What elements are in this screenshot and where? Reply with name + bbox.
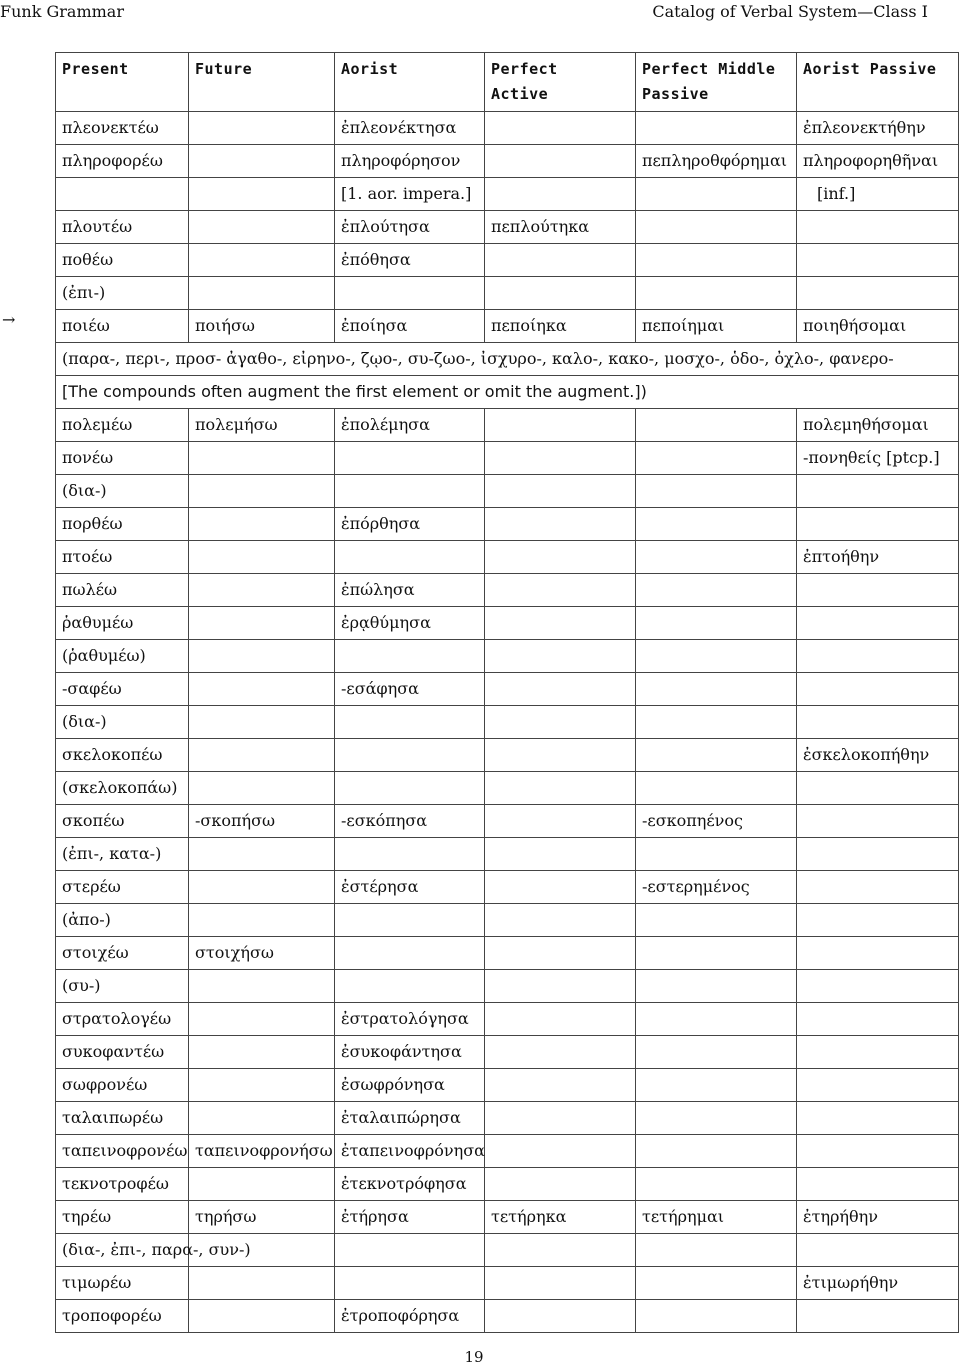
cell-aorist-passive bbox=[797, 937, 959, 970]
cell-aorist bbox=[335, 772, 485, 805]
column-header-aorist-passive bbox=[797, 53, 959, 112]
cell-perfect-active bbox=[485, 541, 636, 574]
cell-present: στρατολογέω bbox=[56, 1003, 189, 1036]
cell-present: πωλέω bbox=[56, 574, 189, 607]
table-row bbox=[56, 112, 959, 145]
table-row bbox=[56, 244, 959, 277]
cell-perfect-middle-passive bbox=[636, 706, 797, 739]
cell-aorist bbox=[335, 640, 485, 673]
cell-perfect-active bbox=[485, 1036, 636, 1069]
cell-future bbox=[189, 1069, 335, 1102]
cell-aorist: ἐπολέμησα bbox=[335, 409, 485, 442]
cell-present bbox=[56, 178, 189, 211]
cell-perfect-active bbox=[485, 805, 636, 838]
cell-present: σκοπέω bbox=[56, 805, 189, 838]
cell-perfect-active bbox=[485, 574, 636, 607]
cell-perfect-active bbox=[485, 409, 636, 442]
cell-future: ταπεινοφρονήσω bbox=[189, 1135, 335, 1168]
cell-aorist bbox=[335, 277, 485, 310]
cell-present: -σαφέω bbox=[56, 673, 189, 706]
cell-perfect-active bbox=[485, 904, 636, 937]
table-row bbox=[56, 178, 959, 211]
table-row bbox=[56, 541, 959, 574]
cell-future bbox=[189, 541, 335, 574]
cell-perfect-middle-passive bbox=[636, 1102, 797, 1135]
cell-perfect-middle-passive bbox=[636, 904, 797, 937]
cell-future bbox=[189, 112, 335, 145]
cell-aorist-passive bbox=[797, 1300, 959, 1333]
cell-perfect-active bbox=[485, 277, 636, 310]
compound-note: (παρα-, περι-, προσ- ἀγαθο-, εἰρηνο-, ζῳο-, συ-ζωο-, ἰσχυρο-, καλο-, κακο-, μοσχο-, ὁδο-, ὀχλο-, φανερο- bbox=[56, 343, 959, 376]
column-header-line: Aorist Passive bbox=[803, 60, 937, 78]
cell-aorist bbox=[335, 904, 485, 937]
cell-future bbox=[189, 475, 335, 508]
cell-perfect-active bbox=[485, 145, 636, 178]
cell-aorist bbox=[335, 970, 485, 1003]
column-header-aorist bbox=[335, 53, 485, 112]
cell-future bbox=[189, 508, 335, 541]
cell-future bbox=[189, 970, 335, 1003]
cell-perfect-active bbox=[485, 112, 636, 145]
cell-aorist: ἐταλαιπώρησα bbox=[335, 1102, 485, 1135]
cell-future bbox=[189, 838, 335, 871]
table-row bbox=[56, 1234, 959, 1267]
cell-present: πληροφορέω bbox=[56, 145, 189, 178]
cell-perfect-middle-passive bbox=[636, 640, 797, 673]
cell-aorist-passive bbox=[797, 244, 959, 277]
column-header-perfect-middle-passive bbox=[636, 53, 797, 112]
cell-aorist: [1. aor. impera.] bbox=[335, 178, 485, 211]
cell-present: ταπεινοφρονέω bbox=[56, 1135, 189, 1168]
cell-perfect-middle-passive bbox=[636, 1300, 797, 1333]
table-row bbox=[56, 1036, 959, 1069]
cell-aorist-passive bbox=[797, 706, 959, 739]
cell-present: τιμωρέω bbox=[56, 1267, 189, 1300]
table-row bbox=[56, 277, 959, 310]
cell-aorist: πληροφόρησον bbox=[335, 145, 485, 178]
table-row bbox=[56, 508, 959, 541]
cell-future bbox=[189, 673, 335, 706]
cell-aorist-passive bbox=[797, 838, 959, 871]
cell-perfect-middle-passive bbox=[636, 607, 797, 640]
table-row bbox=[56, 442, 959, 475]
cell-aorist-passive bbox=[797, 475, 959, 508]
cell-future bbox=[189, 871, 335, 904]
cell-perfect-middle-passive bbox=[636, 211, 797, 244]
cell-present: τεκνοτροφέω bbox=[56, 1168, 189, 1201]
cell-present: (ἀπο-) bbox=[56, 904, 189, 937]
cell-present: ποθέω bbox=[56, 244, 189, 277]
table-row bbox=[56, 871, 959, 904]
cell-perfect-middle-passive bbox=[636, 673, 797, 706]
table-row bbox=[56, 574, 959, 607]
cell-aorist-passive bbox=[797, 277, 959, 310]
cell-present: πολεμέω bbox=[56, 409, 189, 442]
cell-aorist-passive: ποιηθήσομαι bbox=[797, 310, 959, 343]
cell-aorist: ἐταπεινοφρόνησα bbox=[335, 1135, 485, 1168]
running-header-section: Catalog of Verbal System—Class I bbox=[652, 2, 928, 21]
cell-perfect-middle-passive bbox=[636, 1267, 797, 1300]
cell-aorist bbox=[335, 706, 485, 739]
cell-perfect-middle-passive bbox=[636, 178, 797, 211]
table-row bbox=[56, 1102, 959, 1135]
cell-aorist-passive: ἐπτοήθην bbox=[797, 541, 959, 574]
cell-future bbox=[189, 244, 335, 277]
cell-perfect-middle-passive: πεποίημαι bbox=[636, 310, 797, 343]
table-row bbox=[56, 937, 959, 970]
running-header-title: Funk Grammar bbox=[0, 2, 124, 21]
cell-aorist-passive bbox=[797, 640, 959, 673]
table-row bbox=[56, 1168, 959, 1201]
cell-perfect-active bbox=[485, 1300, 636, 1333]
cell-perfect-middle-passive bbox=[636, 937, 797, 970]
cell-perfect-active bbox=[485, 1069, 636, 1102]
cell-perfect-middle-passive bbox=[636, 772, 797, 805]
arrow-icon: → bbox=[2, 310, 16, 329]
cell-aorist: ἐρᾳθύμησα bbox=[335, 607, 485, 640]
cell-perfect-middle-passive bbox=[636, 475, 797, 508]
cell-future bbox=[189, 1168, 335, 1201]
table-row bbox=[56, 805, 959, 838]
cell-future bbox=[189, 574, 335, 607]
column-header-present bbox=[56, 53, 189, 112]
cell-perfect-middle-passive: -εσκοπηένος bbox=[636, 805, 797, 838]
cell-future bbox=[189, 739, 335, 772]
table-row bbox=[56, 607, 959, 640]
cell-perfect-middle-passive bbox=[636, 277, 797, 310]
table-row bbox=[56, 1201, 959, 1234]
cell-perfect-active bbox=[485, 1102, 636, 1135]
cell-perfect-middle-passive bbox=[636, 1069, 797, 1102]
cell-perfect-active bbox=[485, 1003, 636, 1036]
cell-present: (σκελοκοπάω) bbox=[56, 772, 189, 805]
cell-aorist: ἐπώλησα bbox=[335, 574, 485, 607]
cell-aorist: ἐστρατολόγησα bbox=[335, 1003, 485, 1036]
cell-perfect-active bbox=[485, 1234, 636, 1267]
cell-aorist: ἐσυκοφάντησα bbox=[335, 1036, 485, 1069]
cell-aorist: ἐσωφρόνησα bbox=[335, 1069, 485, 1102]
cell-present: (ἐπι-) bbox=[56, 277, 189, 310]
cell-future: πολεμήσω bbox=[189, 409, 335, 442]
cell-perfect-active bbox=[485, 970, 636, 1003]
cell-perfect-middle-passive bbox=[636, 409, 797, 442]
cell-aorist bbox=[335, 1234, 485, 1267]
cell-aorist bbox=[335, 739, 485, 772]
table-row bbox=[56, 145, 959, 178]
cell-present: ῥαθυμέω bbox=[56, 607, 189, 640]
cell-perfect-active bbox=[485, 442, 636, 475]
cell-present: (δια-, ἐπι-, παρα-, συν-) bbox=[56, 1234, 189, 1267]
cell-perfect-active bbox=[485, 640, 636, 673]
cell-present: πλουτέω bbox=[56, 211, 189, 244]
cell-perfect-middle-passive: τετήρημαι bbox=[636, 1201, 797, 1234]
compound-note: [The compounds often augment the first element or omit the augment.]) bbox=[56, 376, 959, 409]
cell-aorist: ἐτεκνοτρόφησα bbox=[335, 1168, 485, 1201]
cell-present: (ῥαθυμέω) bbox=[56, 640, 189, 673]
cell-present: (συ-) bbox=[56, 970, 189, 1003]
cell-aorist: ἐτήρησα bbox=[335, 1201, 485, 1234]
cell-perfect-active: πεπλούτηκα bbox=[485, 211, 636, 244]
cell-perfect-middle-passive bbox=[636, 970, 797, 1003]
cell-aorist: ἐστέρησα bbox=[335, 871, 485, 904]
cell-present: πτοέω bbox=[56, 541, 189, 574]
table-row bbox=[56, 1135, 959, 1168]
table-row bbox=[56, 673, 959, 706]
cell-future: τηρήσω bbox=[189, 1201, 335, 1234]
cell-perfect-active bbox=[485, 508, 636, 541]
cell-perfect-middle-passive bbox=[636, 112, 797, 145]
table-row bbox=[56, 838, 959, 871]
table-row bbox=[56, 475, 959, 508]
cell-aorist bbox=[335, 475, 485, 508]
cell-perfect-middle-passive bbox=[636, 244, 797, 277]
cell-aorist bbox=[335, 937, 485, 970]
cell-present: συκοφαντέω bbox=[56, 1036, 189, 1069]
cell-perfect-active bbox=[485, 1168, 636, 1201]
cell-aorist: ἐπόθησα bbox=[335, 244, 485, 277]
cell-future bbox=[189, 178, 335, 211]
cell-future bbox=[189, 1267, 335, 1300]
cell-aorist: -εσκόπησα bbox=[335, 805, 485, 838]
cell-aorist-passive bbox=[797, 772, 959, 805]
cell-aorist-passive bbox=[797, 1135, 959, 1168]
cell-perfect-middle-passive bbox=[636, 739, 797, 772]
cell-present: τηρέω bbox=[56, 1201, 189, 1234]
cell-present: πονέω bbox=[56, 442, 189, 475]
cell-future bbox=[189, 607, 335, 640]
cell-aorist-passive: [inf.] bbox=[797, 178, 959, 211]
table-row bbox=[56, 1267, 959, 1300]
table-row bbox=[56, 211, 959, 244]
cell-aorist-passive bbox=[797, 607, 959, 640]
cell-present: σωφρονέω bbox=[56, 1069, 189, 1102]
verb-catalog-table bbox=[55, 52, 959, 1333]
cell-aorist-passive: πληροφορηθῆναι bbox=[797, 145, 959, 178]
cell-perfect-active: τετήρηκα bbox=[485, 1201, 636, 1234]
cell-aorist: -εσάφησα bbox=[335, 673, 485, 706]
cell-aorist-passive bbox=[797, 904, 959, 937]
cell-future bbox=[189, 442, 335, 475]
cell-present: (ἐπι-, κατα-) bbox=[56, 838, 189, 871]
cell-perfect-active bbox=[485, 1267, 636, 1300]
cell-present: πορθέω bbox=[56, 508, 189, 541]
cell-present: ταλαιπωρέω bbox=[56, 1102, 189, 1135]
table-header-row bbox=[56, 53, 959, 112]
cell-aorist: ἐπόρθησα bbox=[335, 508, 485, 541]
cell-perfect-active bbox=[485, 673, 636, 706]
cell-aorist: ἐπλούτησα bbox=[335, 211, 485, 244]
table-row bbox=[56, 1300, 959, 1333]
column-header-line: Perfect Middle bbox=[642, 60, 776, 78]
cell-present: στοιχέω bbox=[56, 937, 189, 970]
column-header-perfect-active bbox=[485, 53, 636, 112]
cell-perfect-middle-passive bbox=[636, 1135, 797, 1168]
cell-present: πλεονεκτέω bbox=[56, 112, 189, 145]
cell-perfect-middle-passive bbox=[636, 541, 797, 574]
table-row bbox=[56, 343, 959, 376]
cell-perfect-active bbox=[485, 871, 636, 904]
cell-future bbox=[189, 211, 335, 244]
cell-perfect-active bbox=[485, 739, 636, 772]
cell-aorist-passive bbox=[797, 1036, 959, 1069]
cell-future bbox=[189, 1300, 335, 1333]
cell-future bbox=[189, 1102, 335, 1135]
cell-present: (δια-) bbox=[56, 475, 189, 508]
table-row bbox=[56, 1069, 959, 1102]
cell-future bbox=[189, 772, 335, 805]
column-header-line: Active bbox=[491, 85, 549, 103]
cell-perfect-active bbox=[485, 838, 636, 871]
cell-future bbox=[189, 145, 335, 178]
page-number: 19 bbox=[464, 1348, 484, 1366]
cell-perfect-middle-passive bbox=[636, 508, 797, 541]
cell-present: τροποφορέω bbox=[56, 1300, 189, 1333]
cell-future bbox=[189, 277, 335, 310]
cell-perfect-active bbox=[485, 706, 636, 739]
cell-present: στερέω bbox=[56, 871, 189, 904]
cell-perfect-middle-passive: πεπληροθφόρημαι bbox=[636, 145, 797, 178]
table-row bbox=[56, 376, 959, 409]
cell-perfect-middle-passive: -εστερημένος bbox=[636, 871, 797, 904]
cell-aorist-passive bbox=[797, 1168, 959, 1201]
table-row bbox=[56, 706, 959, 739]
cell-aorist bbox=[335, 838, 485, 871]
table-row bbox=[56, 310, 959, 343]
cell-aorist-passive bbox=[797, 1102, 959, 1135]
cell-aorist bbox=[335, 541, 485, 574]
table-row bbox=[56, 904, 959, 937]
cell-aorist bbox=[335, 1267, 485, 1300]
column-header-line: Future bbox=[195, 60, 253, 78]
cell-perfect-active bbox=[485, 937, 636, 970]
column-header-line: Perfect bbox=[491, 60, 558, 78]
cell-aorist: ἐποίησα bbox=[335, 310, 485, 343]
cell-present: σκελοκοπέω bbox=[56, 739, 189, 772]
cell-perfect-middle-passive bbox=[636, 1234, 797, 1267]
cell-aorist-passive bbox=[797, 1003, 959, 1036]
cell-future bbox=[189, 1003, 335, 1036]
column-header-line: Aorist bbox=[341, 60, 399, 78]
cell-aorist-passive bbox=[797, 871, 959, 904]
table-row bbox=[56, 970, 959, 1003]
cell-present: (δια-) bbox=[56, 706, 189, 739]
cell-future: στοιχήσω bbox=[189, 937, 335, 970]
column-header-future bbox=[189, 53, 335, 112]
cell-aorist-passive bbox=[797, 1234, 959, 1267]
cell-aorist-passive bbox=[797, 574, 959, 607]
cell-present: ποιέω bbox=[56, 310, 189, 343]
table-row bbox=[56, 739, 959, 772]
cell-perfect-active bbox=[485, 1135, 636, 1168]
cell-perfect-active: πεποίηκα bbox=[485, 310, 636, 343]
cell-aorist-passive bbox=[797, 805, 959, 838]
cell-future bbox=[189, 904, 335, 937]
cell-aorist: ἐτροποφόρησα bbox=[335, 1300, 485, 1333]
cell-perfect-active bbox=[485, 475, 636, 508]
cell-perfect-active bbox=[485, 772, 636, 805]
cell-perfect-active bbox=[485, 178, 636, 211]
cell-aorist-passive bbox=[797, 211, 959, 244]
cell-aorist: ἐπλεονέκτησα bbox=[335, 112, 485, 145]
cell-future bbox=[189, 640, 335, 673]
cell-perfect-middle-passive bbox=[636, 838, 797, 871]
cell-aorist bbox=[335, 442, 485, 475]
cell-aorist-passive bbox=[797, 508, 959, 541]
table-row bbox=[56, 640, 959, 673]
cell-aorist-passive bbox=[797, 673, 959, 706]
cell-perfect-middle-passive bbox=[636, 1036, 797, 1069]
cell-aorist-passive: ἐτιμωρήθην bbox=[797, 1267, 959, 1300]
cell-perfect-middle-passive bbox=[636, 574, 797, 607]
cell-aorist-passive: ἐτηρήθην bbox=[797, 1201, 959, 1234]
cell-future bbox=[189, 706, 335, 739]
cell-perfect-active bbox=[485, 244, 636, 277]
cell-aorist-passive: πολεμηθήσομαι bbox=[797, 409, 959, 442]
table-body bbox=[56, 112, 959, 1333]
cell-aorist-passive bbox=[797, 970, 959, 1003]
cell-perfect-active bbox=[485, 607, 636, 640]
table-row bbox=[56, 409, 959, 442]
cell-perfect-middle-passive bbox=[636, 1168, 797, 1201]
cell-aorist-passive: ἐπλεονεκτήθην bbox=[797, 112, 959, 145]
cell-aorist-passive: ἐσκελοκοπήθην bbox=[797, 739, 959, 772]
table-row bbox=[56, 1003, 959, 1036]
cell-perfect-middle-passive bbox=[636, 1003, 797, 1036]
cell-aorist-passive bbox=[797, 1069, 959, 1102]
column-header-line: Present bbox=[62, 60, 129, 78]
column-header-line: Passive bbox=[642, 85, 709, 103]
cell-aorist-passive: -πονηθείς [ptcp.] bbox=[797, 442, 959, 475]
cell-perfect-middle-passive bbox=[636, 442, 797, 475]
cell-future bbox=[189, 1036, 335, 1069]
table-row bbox=[56, 772, 959, 805]
cell-future: ποιήσω bbox=[189, 310, 335, 343]
cell-future: -σκοπήσω bbox=[189, 805, 335, 838]
